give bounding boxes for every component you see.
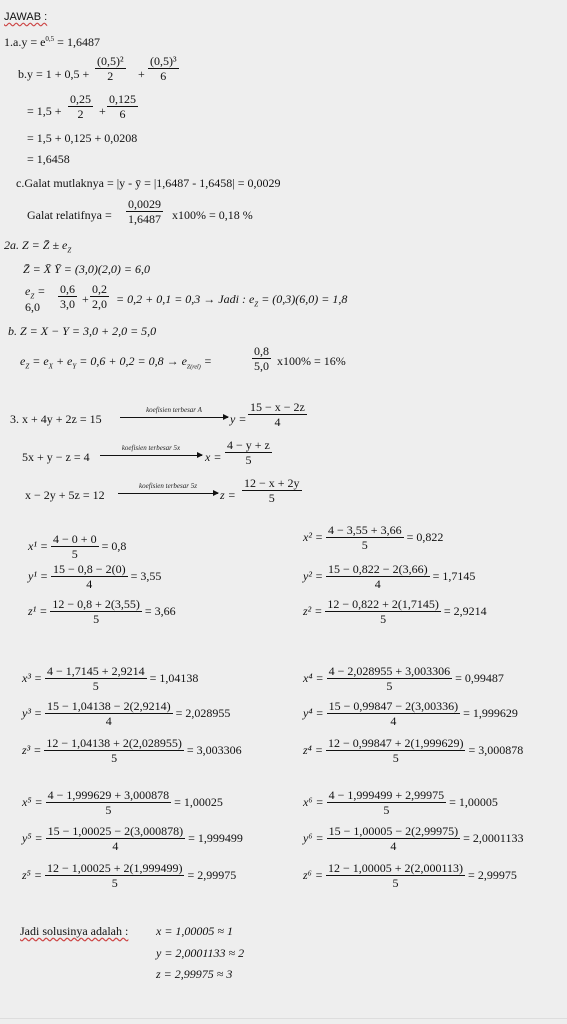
- p2e-den-left: 6,0: [25, 300, 40, 314]
- p3-eq2-mid: x =: [205, 450, 222, 464]
- iter-y6-result: = 2,0001133: [463, 831, 524, 845]
- p3-eq1-mid: y =: [230, 412, 247, 426]
- iter-y1-var: y¹ =: [28, 569, 49, 583]
- p3-eq2-arrow: koefisien terbesar 5x: [100, 445, 202, 456]
- p3-eq1-lhs: 3. x + 4y + 2z = 15: [10, 412, 102, 426]
- iter-y6-frac: [327, 824, 461, 853]
- iter-z3: [22, 736, 242, 765]
- p3-eq2-lhs: 5x + y − z = 4: [22, 450, 90, 464]
- iter-y3-result: = 2,028955: [175, 706, 231, 720]
- iter-x6-den: 5: [383, 803, 390, 817]
- p2e-plus: +: [82, 292, 89, 306]
- iter-z5-result: = 2,99975: [187, 868, 237, 882]
- p2e-rhs: = 0,2 + 0,1 = 0,3 → Jadi : $e_Z = (0,3)(6,0) = 1,8$: [116, 292, 348, 309]
- iter-z2-den: 5: [380, 612, 387, 626]
- iter-y1: [28, 562, 161, 591]
- p1c: c.Galat mutlaknya = |y - ȳ = |1,6487 - 1,6458| = 0,0029: [16, 176, 281, 190]
- iter-y2-den: 4: [374, 577, 381, 591]
- p3-eq2-frac: $\frac{4 - y + z}{5}$: [227, 438, 270, 467]
- iter-z2: [303, 597, 487, 626]
- iter-y5-num: 15 − 1,00025 − 2(3,000878): [47, 824, 184, 838]
- iter-z5-frac: [45, 861, 185, 890]
- iter-z3-num: 12 − 1,04138 + 2(2,028955): [46, 736, 182, 750]
- iter-x1-result: = 0,8: [101, 539, 127, 553]
- iter-x3-result: = 1,04138: [149, 671, 199, 685]
- iter-z5-num: 12 − 1,00025 + 2(1,999499): [46, 861, 183, 875]
- iter-x4-var: x⁴ =: [303, 671, 324, 685]
- iter-z5-var: z⁵ =: [22, 868, 42, 882]
- p1b-plus2: +: [99, 104, 106, 118]
- p3-eq3-mid: z =: [220, 488, 236, 502]
- iter-x2: [303, 523, 443, 552]
- iter-z6-den: 5: [392, 876, 399, 890]
- iter-z6-frac: [326, 861, 465, 890]
- iter-z2-result: = 2,9214: [443, 604, 487, 618]
- p1b-frac1: $\frac{\text{(0,5)²}}{2}$: [97, 54, 124, 83]
- iter-x2-var: x² =: [303, 530, 324, 544]
- iter-x6: [303, 788, 498, 817]
- iter-x3-var: x³ =: [22, 671, 43, 685]
- iter-z4-result: = 3,000878: [468, 743, 524, 757]
- iter-x3-num: 4 − 1,7145 + 2,9214: [47, 664, 145, 678]
- p2b-tail: x100% = 16%: [277, 354, 346, 368]
- iter-y2-var: y² =: [303, 569, 324, 583]
- p1b-lhs: b.y = 1 + 0,5 +: [18, 67, 90, 81]
- iter-x1-den: 5: [71, 547, 78, 561]
- iter-x1-var: x¹ =: [28, 539, 49, 553]
- bottom-divider: [0, 1018, 567, 1019]
- iter-z2-num: 12 − 0,822 + 2(1,7145): [327, 597, 439, 611]
- iter-z1-den: 5: [93, 612, 100, 626]
- iter-y4-result: = 1,999629: [463, 706, 518, 720]
- iter-z6-num: 12 − 1,00005 + 2(2,000113): [327, 861, 464, 875]
- iter-y5: [22, 824, 243, 853]
- iter-x5: [22, 788, 223, 817]
- iter-x6-num: 4 − 1,999499 + 2,99975: [328, 788, 445, 802]
- iter-z1-num: 12 − 0,8 + 2(3,55): [52, 597, 140, 611]
- iter-z5: [22, 861, 236, 890]
- iter-y3-frac: [45, 699, 173, 728]
- iter-x3-den: 5: [92, 679, 99, 693]
- iter-x1-frac: [51, 532, 99, 561]
- iter-y5-frac: [46, 824, 186, 853]
- p1-rel-lhs: Galat relatifnya =: [27, 208, 112, 222]
- header: JAWAB :: [4, 11, 48, 23]
- iter-x1-num: 4 − 0 + 0: [53, 532, 97, 546]
- iter-y5-result: = 1,999499: [188, 831, 243, 845]
- iter-z3-result: = 3,003306: [186, 743, 242, 757]
- iter-x2-den: 5: [361, 538, 368, 552]
- solution-label: Jadi solusinya adalah :: [20, 924, 129, 938]
- p2e-frac2: $\frac{0,2}{2,0}$: [92, 282, 107, 311]
- iter-z2-frac: [325, 597, 441, 626]
- p3-eq1-arrow: koefisien terbesar A: [120, 407, 228, 418]
- iter-z3-den: 5: [111, 751, 118, 765]
- p3-eq3-arrow: koefisien terbesar 5z: [118, 483, 218, 494]
- iter-y6: [303, 824, 523, 853]
- p2e-frac1: $\frac{0,6}{3,0}$: [60, 282, 75, 311]
- iter-y4-var: y⁴ =: [303, 706, 324, 720]
- iter-x6-result: = 1,00005: [449, 795, 498, 809]
- iter-y4-den: 4: [390, 714, 397, 728]
- iter-y3-var: y³ =: [22, 706, 43, 720]
- p1-rel-rhs: x100% = 0,18 %: [172, 208, 253, 222]
- p1b-l2: = 1,5 +: [27, 104, 62, 118]
- p3-eq3-lhs: x − 2y + 5z = 12: [25, 488, 105, 502]
- iter-x3: [22, 664, 198, 693]
- p2e-lhs: $e_Z$ =: [25, 284, 46, 301]
- p3-eq1-frac: $\frac{15 - x - 2z}{4}$: [250, 400, 305, 429]
- p1b-l3: = 1,5 + 0,125 + 0,0208: [27, 131, 138, 145]
- iter-y6-num: 15 − 1,00005 − 2(2,99975): [328, 824, 459, 838]
- iter-x4-den: 5: [386, 679, 393, 693]
- iter-z1-result: = 3,66: [144, 604, 176, 618]
- iter-y5-den: 4: [112, 839, 119, 853]
- iter-x5-var: x⁵ =: [22, 795, 43, 809]
- p1a-rhs: = 1,6487: [57, 35, 100, 49]
- p2b-frac: $\frac{0,8}{5,0}$: [254, 344, 269, 373]
- iter-x5-result: = 1,00025: [174, 795, 223, 809]
- p1-rel-frac: $\frac{0,0029}{1,6487}$: [128, 197, 161, 226]
- iter-x3-frac: [45, 664, 147, 693]
- iter-x5-den: 5: [105, 803, 112, 817]
- iter-y6-den: 4: [390, 839, 397, 853]
- iter-z1-frac: [50, 597, 142, 626]
- iter-z4: [303, 736, 523, 765]
- iter-x4-result: = 0,99487: [455, 671, 504, 685]
- p2a2: Z̄ = X̄ Ȳ = (3,0)(2,0) = 6,0: [23, 262, 150, 276]
- iter-y4-frac: [327, 699, 461, 728]
- iter-x6-frac: [327, 788, 447, 817]
- iter-z3-var: z³ =: [22, 743, 42, 757]
- p2b2: $e_Z = e_X + e_Y = 0,6 + 0,2 = 0,8 \to e_{Z(rel)}$ =: [20, 354, 212, 371]
- iter-y3: [22, 699, 230, 728]
- iter-x5-num: 4 − 1,999629 + 3,000878: [47, 788, 170, 802]
- iter-x4-frac: [327, 664, 453, 693]
- iter-z1: [28, 597, 176, 626]
- iter-z6-result: = 2,99975: [468, 868, 517, 882]
- iter-x5-frac: [46, 788, 172, 817]
- iter-y6-var: y⁶ =: [303, 831, 324, 845]
- iter-z4-den: 5: [392, 751, 399, 765]
- iter-x2-result: = 0,822: [406, 530, 444, 544]
- iter-x1: [28, 532, 126, 561]
- p1b-frac4: $\frac{0,125}{6}$: [109, 92, 136, 121]
- iter-y3-num: 15 − 1,04138 − 2(2,9214): [47, 699, 171, 713]
- iter-z2-var: z² =: [303, 604, 323, 618]
- p1b-frac3: $\frac{0,25}{2}$: [70, 92, 91, 121]
- iter-z4-num: 12 − 0,99847 + 2(1,999629): [327, 736, 464, 750]
- p1a-sup: 0,5: [45, 35, 55, 43]
- solution-z: z = 2,99975 ≈ 3: [156, 967, 233, 981]
- iter-z3-frac: [44, 736, 184, 765]
- p2b1: b. Z = X − Y = 3,0 + 2,0 = 5,0: [8, 324, 157, 338]
- iter-z4-frac: [326, 736, 466, 765]
- solution-x: x = 1,00005 ≈ 1: [156, 924, 234, 938]
- iter-y2-num: 15 − 0,822 − 2(3,66): [328, 562, 428, 576]
- p1b-plus: +: [138, 67, 145, 81]
- solution-y: y = 2,0001133 ≈ 2: [156, 946, 245, 960]
- iter-x2-frac: [326, 523, 404, 552]
- iter-z1-var: z¹ =: [28, 604, 48, 618]
- iter-y1-frac: [51, 562, 128, 591]
- iter-z4-var: z⁴ =: [303, 743, 323, 757]
- iter-x6-var: x⁶ =: [303, 795, 324, 809]
- iter-y1-result: = 3,55: [130, 569, 162, 583]
- iter-z5-den: 5: [111, 876, 118, 890]
- p1b-frac2: $\frac{\text{(0,5)³}}{6}$: [150, 54, 177, 83]
- iter-y1-num: 15 − 0,8 − 2(0): [53, 562, 126, 576]
- iter-y4-num: 15 − 0,99847 − 2(3,00336): [328, 699, 459, 713]
- p3-eq3-frac: $\frac{12 - x + 2y}{5}$: [244, 476, 300, 505]
- iter-z6-var: z⁶ =: [303, 868, 323, 882]
- iter-y2-result: = 1,7145: [432, 569, 476, 583]
- p1a-line: [4, 32, 100, 49]
- iter-y1-den: 4: [86, 577, 93, 591]
- iter-y5-var: y⁵ =: [22, 831, 43, 845]
- iter-y2-frac: [326, 562, 430, 591]
- iter-x4: [303, 664, 504, 693]
- p2a1: 2a. Z = Z̄ ± $e_Z$: [4, 238, 72, 255]
- iter-x4-num: 4 − 2,028955 + 3,003306: [328, 664, 451, 678]
- iter-x2-num: 4 − 3,55 + 3,66: [328, 523, 402, 537]
- p1b-l4: = 1,6458: [27, 152, 70, 166]
- iter-z6: [303, 861, 517, 890]
- iter-y4: [303, 699, 518, 728]
- p1a-lhs: 1.a.y = e: [4, 35, 46, 49]
- iter-y3-den: 4: [105, 714, 112, 728]
- iter-y2: [303, 562, 475, 591]
